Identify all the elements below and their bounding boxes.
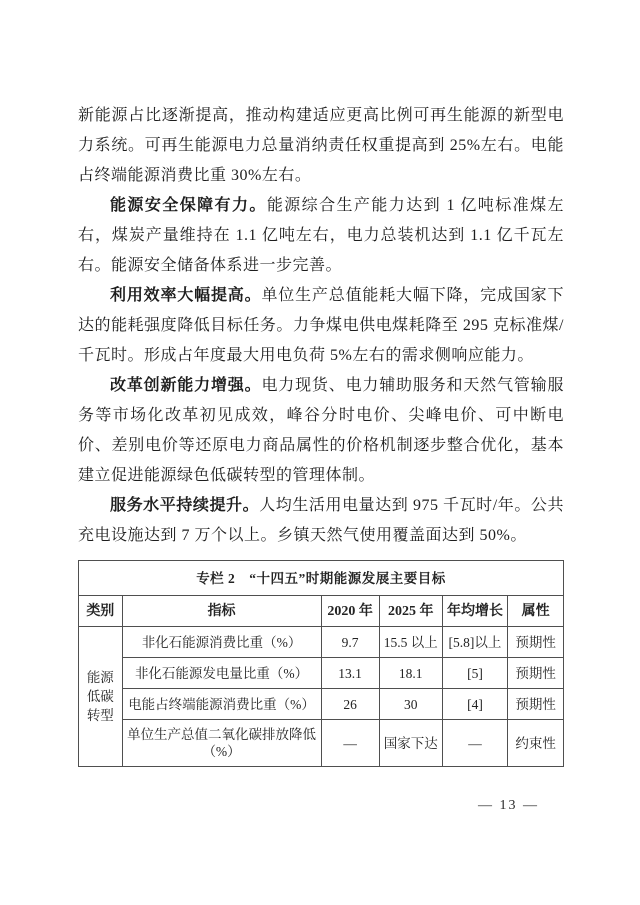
cell-attribute: 预期性	[508, 658, 564, 689]
paragraph-3-lead: 利用效率大幅提高。	[110, 287, 262, 304]
cell-2025: 国家下达	[379, 720, 442, 767]
table-header-row	[79, 596, 564, 627]
paragraph-2-lead: 能源安全保障有力。	[110, 197, 267, 214]
cell-attribute: 预期性	[508, 627, 564, 658]
table-row	[79, 720, 564, 767]
cell-2025: 18.1	[379, 658, 442, 689]
cell-indicator: 单位生产总值二氧化碳排放降低（%）	[122, 720, 321, 767]
energy-goals-table	[78, 560, 564, 767]
col-header-2020: 2020 年	[321, 596, 379, 627]
paragraph-5-text: 人均生活用电量达到 975 千瓦时/年。公共充电设施达到 7 万个以上。乡镇天然气使用覆盖面达到 50%。	[78, 497, 564, 544]
col-header-indicator: 指标	[122, 596, 321, 627]
cell-2025: 15.5 以上	[379, 627, 442, 658]
table-category-cell	[79, 627, 123, 767]
cell-2025: 30	[379, 689, 442, 720]
cell-attribute: 预期性	[508, 689, 564, 720]
paragraph-5-lead: 服务水平持续提升。	[110, 497, 260, 514]
table-title-row	[79, 561, 564, 596]
col-header-2025: 2025 年	[379, 596, 442, 627]
cell-indicator: 非化石能源消费比重（%）	[122, 627, 321, 658]
paragraph-1	[78, 101, 564, 191]
col-header-growth: 年均增长	[442, 596, 507, 627]
page-number: — 13 —	[478, 798, 539, 813]
cell-growth: —	[442, 720, 507, 767]
cell-indicator: 电能占终端能源消费比重（%）	[122, 689, 321, 720]
col-header-attribute: 属性	[508, 596, 564, 627]
page-content	[78, 101, 564, 767]
paragraph-4-text: 电力现货、电力辅助服务和天然气管输服务等市场化改革初见成效，峰谷分时电价、尖峰电价、可中断电价、差别电价等还原电力商品属性的价格机制逐步整合优化，基本建立促进能源绿色低碳转型的管理体制。	[78, 377, 564, 484]
cell-2020: —	[321, 720, 379, 767]
cell-2020: 26	[321, 689, 379, 720]
table-category-text: 能源低碳转型	[86, 670, 114, 723]
cell-2020: 9.7	[321, 627, 379, 658]
cell-growth: [5]	[442, 658, 507, 689]
col-header-category: 类别	[79, 596, 123, 627]
paragraph-4	[78, 371, 564, 491]
cell-growth: [5.8]以上	[442, 627, 507, 658]
paragraph-2	[78, 191, 564, 281]
paragraph-4-lead: 改革创新能力增强。	[110, 377, 262, 394]
table-row	[79, 627, 564, 658]
paragraph-5	[78, 491, 564, 551]
cell-indicator: 非化石能源发电量比重（%）	[122, 658, 321, 689]
cell-attribute: 约束性	[508, 720, 564, 767]
paragraph-2-text: 能源综合生产能力达到 1 亿吨标准煤左右，煤炭产量维持在 1.1 亿吨左右，电力总装机达到 1.1 亿千瓦左右。能源安全储备体系进一步完善。	[78, 197, 564, 274]
cell-growth: [4]	[442, 689, 507, 720]
paragraph-3-text: 单位生产总值能耗大幅下降，完成国家下达的能耗强度降低目标任务。力争煤电供电煤耗降至 295 克标准煤/千瓦时。形成占年度最大用电负荷 5%左右的需求侧响应能力。	[78, 287, 564, 364]
paragraph-1-text: 新能源占比逐渐提高，推动构建适应更高比例可再生能源的新型电力系统。可再生能源电力总量消纳责任权重提高到 25%左右。电能占终端能源消费比重 30%左右。	[78, 107, 564, 184]
table-row	[79, 689, 564, 720]
table-row	[79, 658, 564, 689]
paragraph-3	[78, 281, 564, 371]
table-title: 专栏 2 “十四五”时期能源发展主要目标	[79, 561, 564, 596]
cell-2020: 13.1	[321, 658, 379, 689]
